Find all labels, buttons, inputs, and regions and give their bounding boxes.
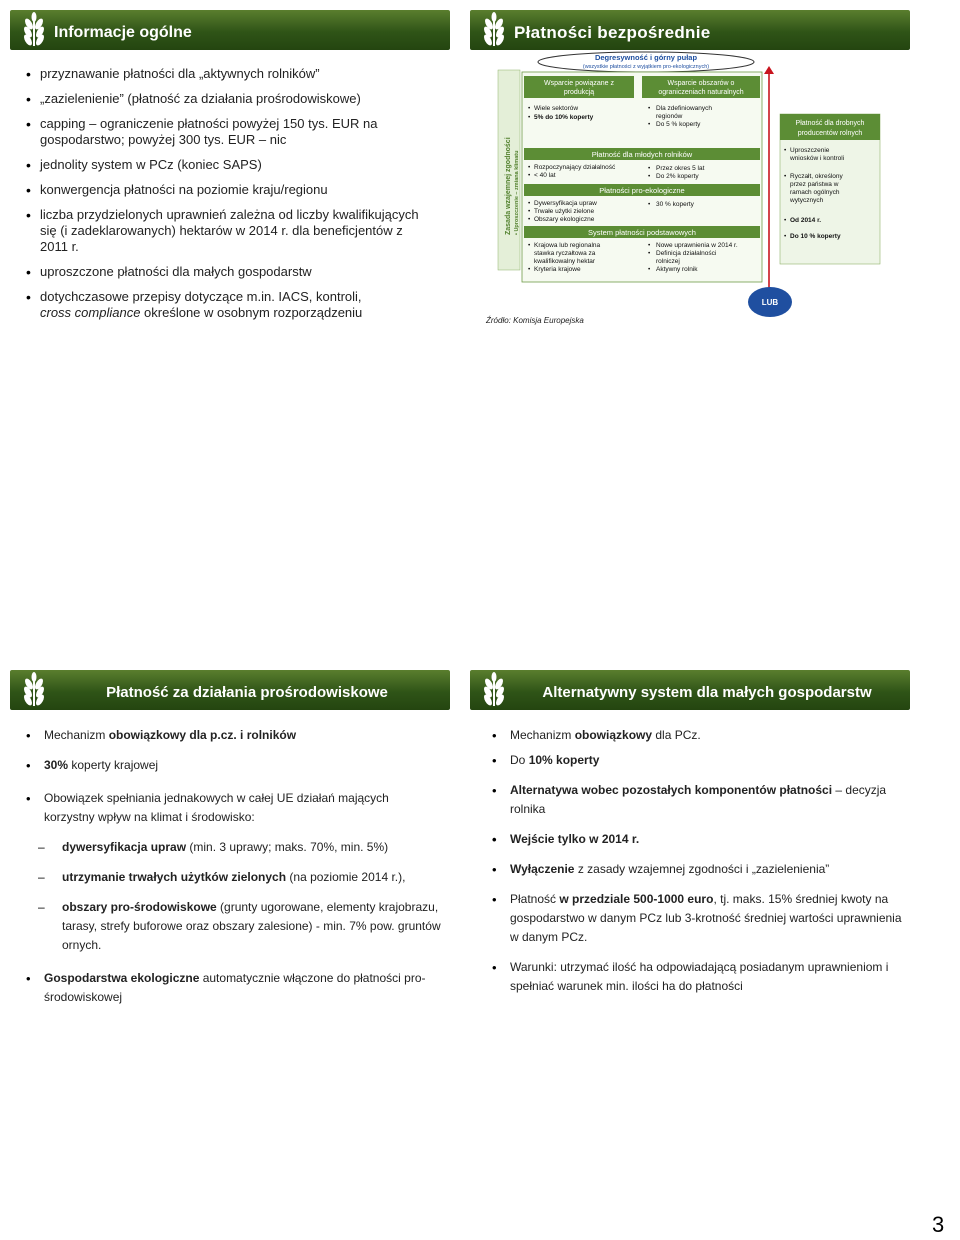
small-item-5: ramach ogólnych (790, 189, 840, 196)
text: – decyzja rolnika (510, 783, 887, 816)
list-item (22, 756, 442, 775)
lub-label: LUB (761, 298, 779, 307)
base-left-3: kwalifikowalny hektar (534, 258, 596, 265)
svg-text:•: • (528, 200, 531, 207)
list-item: • capping – ograniczenie płatności powyżej 150 tys. EUR na gospodarstwo; powyżej 300 tys. EUR – nic (26, 116, 426, 148)
svg-text:•: • (648, 242, 651, 249)
slide-greening (10, 670, 450, 1004)
nat-head-2: ograniczeniach naturalnych (658, 89, 744, 96)
svg-text:•: • (784, 233, 787, 240)
bullet-list (26, 66, 426, 330)
small-item-3: Ryczałt, określony (790, 173, 843, 180)
nat-item-3: Do 5 % koperty (656, 121, 701, 128)
sub-item (22, 868, 442, 887)
base-left-4: Kryteria krajowe (534, 266, 581, 273)
text-bold: obszary pro-środowiskowe (62, 900, 217, 914)
slide-banner (10, 670, 450, 710)
svg-text:•: • (648, 266, 651, 273)
young-left-1: Rozpoczynający działalność (534, 164, 616, 171)
eco-left-1: Dywersyfikacja upraw (534, 200, 597, 207)
text: , tj. maks. 15% średniej kwoty na gospodarstwo w danym PCz lub 3-krotność średniej wartości uprawnienia w danym PCz. (510, 892, 902, 944)
slide-banner (470, 670, 910, 710)
young-left-2: < 40 lat (534, 172, 556, 179)
text: Do (510, 753, 529, 767)
nat-item-1: Dla zdefiniowanych (656, 105, 713, 112)
list-item: • Warunki: utrzymać ilość ha odpowiadającą posiadanym uprawnieniom i spełniać warunek min. ilości ha do płatności (488, 958, 908, 996)
list-item: • konwergencja płatności na poziomie kraju/regionu (26, 182, 426, 198)
list-item: • liczba przydzielonych uprawnień zależna od liczby kwalifikujących się (i zadeklarowanych) hektarów w 2014 r. dla beneficjentów z 2011 r. (26, 207, 426, 255)
slide-banner (10, 10, 450, 50)
slide-direct-payments (470, 10, 910, 340)
small-item-7: Od 2014 r. (790, 217, 822, 224)
list-item (488, 726, 908, 745)
svg-text:•: • (648, 201, 651, 208)
eco-right-1: 30 % koperty (656, 201, 694, 208)
top-sublabel: (wszystkie płatności z wyjątkiem pro-ekologicznych) (582, 64, 710, 70)
text: koperty krajowej (68, 758, 159, 772)
text: Mechanizm (510, 728, 575, 742)
list-item-tail: określone w osobnym rozporządzeniu (140, 305, 363, 320)
text: (na poziomie 2014 r.), (286, 870, 406, 884)
slide-general-info (10, 10, 450, 330)
italic-term: cross compliance (40, 305, 141, 320)
text: (min. 3 uprawy; maks. 70%, min. 5%) (186, 840, 389, 854)
eco-head: Płatności pro-ekologiczne (599, 186, 685, 195)
svg-text:•: • (528, 164, 531, 171)
vertical-outer-label: Zasada wzajemnej zgodności (505, 137, 512, 235)
text: dla PCz. (652, 728, 701, 742)
list-item (488, 751, 908, 770)
bullet-list (22, 726, 442, 1007)
base-right-1: Nowe uprawnienia w 2014 r. (656, 242, 738, 249)
svg-text:•: • (528, 242, 531, 249)
small-head-2: producentów rolnych (797, 130, 863, 137)
nat-item: • (648, 121, 651, 128)
slide-title: Płatności bezpośrednie (514, 23, 711, 42)
vertical-inner-label: • Uproszczenie – zmiana klimatu (514, 150, 520, 235)
prod-item: • (528, 105, 531, 112)
text: Płatność (510, 892, 560, 906)
text-bold: dywersyfikacja upraw (62, 840, 187, 854)
svg-text:•: • (528, 266, 531, 273)
list-item (488, 860, 908, 879)
list-item: • przyznawanie płatności dla „aktywnych rolników” (26, 66, 426, 82)
list-item-text: dotychczasowe przepisy dotyczące m.in. IACS, kontroli, (40, 289, 362, 304)
text-bold: obowiązkowy dla p.cz. i rolników (108, 728, 297, 742)
slide-title: Płatność za działania prośrodowiskowe (106, 684, 388, 701)
prod-item-2: 5% do 10% koperty (534, 114, 594, 121)
small-item-1: Uproszczenie (790, 147, 830, 154)
list-item: • jednolity system w PCz (koniec SAPS) (26, 157, 426, 173)
payments-diagram (470, 10, 910, 340)
slide-title: Informacje ogólne (54, 24, 192, 41)
text: automatycznie włączone do płatności pro-środowiskowej (44, 971, 426, 1004)
list-item (488, 781, 908, 819)
svg-text:•: • (648, 250, 651, 257)
small-item-6: wytycznych (790, 197, 824, 204)
nat-item-2: regionów (656, 113, 683, 120)
young-head: Płatność dla młodych rolników (591, 150, 693, 159)
nat-head-1: Wsparcie obszarów o (667, 80, 735, 87)
svg-text:•: • (528, 208, 531, 215)
text: Obowiązek spełniania jednakowych w całej UE działań mających korzystny wpływ na klimat i środowisko: (44, 791, 389, 824)
wheat-logo-icon (474, 672, 514, 708)
svg-text:•: • (784, 173, 787, 180)
list-item (22, 969, 442, 1007)
text-bold: w przedziale 500-1000 euro (559, 892, 714, 906)
text: (grunty ugorowane, elementy krajobrazu, tarasy, strefy buforowe oraz obszary zalesione) - min. 7% pow. gruntów ornych. (62, 900, 441, 952)
svg-text:•: • (528, 216, 531, 223)
prod-item-1: Wiele sektorów (534, 105, 579, 112)
text-bold: Alternatywa wobec pozostałych komponentów płatności (510, 783, 833, 797)
text: z zasady wzajemnej zgodności i „zazielenienia” (574, 862, 830, 876)
list-item: • „zazielenienie” (płatność za działania prośrodowiskowe) (26, 91, 426, 107)
list-item (22, 789, 442, 827)
svg-text:•: • (784, 147, 787, 154)
svg-text:•: • (648, 165, 651, 172)
svg-text:•: • (528, 172, 531, 179)
source-note: Źródło: Komisja Europejska (486, 316, 584, 325)
text: Mechanizm (44, 728, 109, 742)
nat-item: • (648, 105, 651, 112)
svg-text:•: • (784, 217, 787, 224)
arrow-head (764, 66, 774, 74)
text-bold: Wyłączenie (510, 862, 575, 876)
text-bold: 30% (44, 758, 69, 772)
text-bold: 10% koperty (528, 753, 600, 767)
prod-head-1: Wsparcie powiązane z (543, 80, 615, 87)
text-bold: utrzymanie trwałych użytków zielonych (62, 870, 287, 884)
list-item (26, 289, 426, 321)
eco-left-3: Obszary ekologiczne (534, 216, 595, 223)
svg-text:•: • (648, 173, 651, 180)
text-bold: Gospodarstwa ekologiczne (44, 971, 200, 985)
list-item (22, 726, 442, 745)
base-left-2: stawka ryczałtowa za (534, 250, 596, 257)
list-item (488, 890, 908, 947)
prod-head-2: produkcją (563, 89, 595, 96)
page-number: 3 (932, 1212, 945, 1237)
base-head: System płatności podstawowych (588, 228, 696, 237)
base-right-2: Definicja działalności (656, 250, 717, 257)
small-item-8: Do 10 % koperty (790, 233, 841, 240)
top-label: Degresywność i górny pułap (594, 53, 698, 62)
slide-small-farms (470, 670, 910, 993)
small-head-1: Płatność dla drobnych (795, 120, 865, 127)
prod-item: • (528, 114, 531, 121)
small-item-4: przez państwa w (790, 181, 839, 188)
sub-item (22, 898, 442, 955)
base-right-3: rolniczej (656, 258, 680, 265)
text-bold: obowiązkowy (574, 728, 653, 742)
slide-title: Alternatywny system dla małych gospodarstw (542, 684, 872, 701)
small-item-2: wniosków i kontroli (790, 155, 845, 162)
base-left-1: Krajowa lub regionalna (534, 242, 601, 249)
young-right-2: Do 2% koperty (656, 173, 699, 180)
bullet-list (488, 726, 908, 996)
wheat-logo-icon (14, 12, 54, 48)
eco-left-2: Trwałe użytki zielone (534, 208, 595, 215)
wheat-logo-icon (14, 672, 54, 708)
list-item: • Wejście tylko w 2014 r. (488, 830, 908, 849)
young-right-1: Przez okres 5 lat (656, 165, 705, 172)
list-item: • uproszczone płatności dla małych gospodarstw (26, 264, 426, 280)
base-right-4: Aktywny rolnik (656, 266, 698, 273)
sub-item (22, 838, 442, 857)
